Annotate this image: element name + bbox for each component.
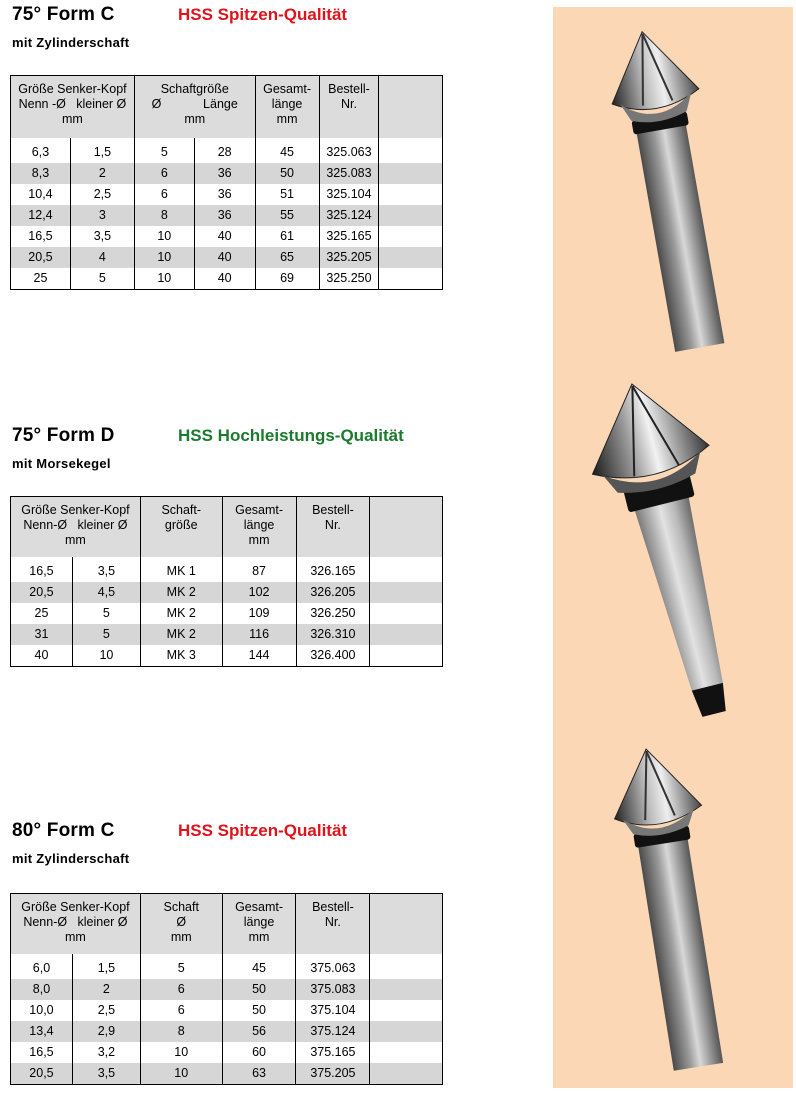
table-row: 31 5 MK 2 116 326.310 <box>11 624 443 645</box>
countersink-form-c-image <box>553 7 793 367</box>
table-row: 25 5 10 40 69 325.250 <box>11 268 443 290</box>
section1-quality: HSS Spitzen-Qualität <box>178 5 348 24</box>
header-cell: länge <box>271 97 303 111</box>
section2-table <box>10 496 443 667</box>
header-cell: länge <box>243 518 275 532</box>
header-cell: mm <box>276 112 298 126</box>
section1-subtitle: mit Zylinderschaft <box>12 35 130 50</box>
section2-subtitle: mit Morsekegel <box>12 456 111 471</box>
header-cell: Gesamt- <box>263 82 312 96</box>
section3-table <box>10 893 443 1085</box>
table-row: 20,5 3,5 10 63 375.205 <box>11 1063 443 1085</box>
header-cell: Gesamt- <box>235 503 284 517</box>
header-cell: größe <box>164 518 198 532</box>
header-cell: Bestell- <box>328 82 370 96</box>
section1-table <box>10 75 443 290</box>
table-row: 40 10 MK 3 144 326.400 <box>11 645 443 667</box>
table-row: 6,3 1,5 5 28 45 325.063 <box>11 142 443 163</box>
header-cell: Nenn-Ø kleiner Ø <box>23 915 128 929</box>
section1-form: 75° Form C <box>12 4 115 25</box>
header-cell: Nr. <box>324 915 341 929</box>
header-cell: Bestell- <box>312 900 354 914</box>
table-row: 25 5 MK 2 109 326.250 <box>11 603 443 624</box>
header-cell: mm <box>170 930 192 944</box>
section2-title <box>12 425 404 447</box>
header-cell: Schaft <box>163 900 199 914</box>
header-cell: Schaftgröße <box>160 82 229 96</box>
table-row: 10,0 2,5 6 50 375.104 <box>11 1000 443 1021</box>
header-cell: Ø Länge <box>151 97 238 111</box>
table-row: 20,5 4,5 MK 2 102 326.205 <box>11 582 443 603</box>
section2-form: 75° Form D <box>12 425 115 446</box>
countersink-form-d-image <box>553 369 793 729</box>
table-row: 12,4 3 8 36 55 325.124 <box>11 205 443 226</box>
table-header <box>11 497 443 557</box>
table-row: 13,4 2,9 8 56 375.124 <box>11 1021 443 1042</box>
header-cell: länge <box>243 915 275 929</box>
table-row: 8,0 2 6 50 375.083 <box>11 979 443 1000</box>
header-cell: Bestell- <box>312 503 354 517</box>
table-header <box>11 76 443 138</box>
header-cell: Nenn -Ø kleiner Ø <box>18 97 127 111</box>
table-row: 10,4 2,5 6 36 51 325.104 <box>11 184 443 205</box>
section3-title <box>12 820 348 842</box>
table-row: 16,5 3,5 10 40 61 325.165 <box>11 226 443 247</box>
table-row: 8,3 2 6 36 50 325.083 <box>11 163 443 184</box>
product-image-panel <box>553 7 793 1088</box>
header-cell: mm <box>62 112 83 126</box>
header-cell: Größe Senker-Kopf <box>21 900 130 914</box>
header-cell: Nenn-Ø kleiner Ø <box>23 518 128 532</box>
table-row: 16,5 3,5 MK 1 87 326.165 <box>11 561 443 582</box>
header-cell: Nr. <box>324 518 341 532</box>
section3-quality: HSS Spitzen-Qualität <box>178 821 348 840</box>
section1-title <box>12 4 348 26</box>
header-cell: mm <box>65 930 86 944</box>
table-row: 6,0 1,5 5 45 375.063 <box>11 958 443 979</box>
header-cell: mm <box>248 533 270 547</box>
countersink-80-form-c-image <box>553 729 793 1079</box>
table-header <box>11 894 443 954</box>
header-cell: Gesamt- <box>235 900 284 914</box>
header-cell: mm <box>248 930 270 944</box>
header-cell: Nr. <box>340 97 357 111</box>
header-cell: Größe Senker-Kopf <box>21 503 130 517</box>
header-cell: Ø <box>176 915 187 929</box>
header-cell: Schaft- <box>161 503 202 517</box>
header-cell: mm <box>184 112 206 126</box>
table-row: 20,5 4 10 40 65 325.205 <box>11 247 443 268</box>
section3-form: 80° Form C <box>12 820 115 841</box>
table-row: 16,5 3,2 10 60 375.165 <box>11 1042 443 1063</box>
header-cell: mm <box>65 533 86 547</box>
section2-quality: HSS Hochleistungs-Qualität <box>178 426 404 445</box>
header-cell: Größe Senker-Kopf <box>18 82 127 96</box>
section3-subtitle: mit Zylinderschaft <box>12 851 130 866</box>
